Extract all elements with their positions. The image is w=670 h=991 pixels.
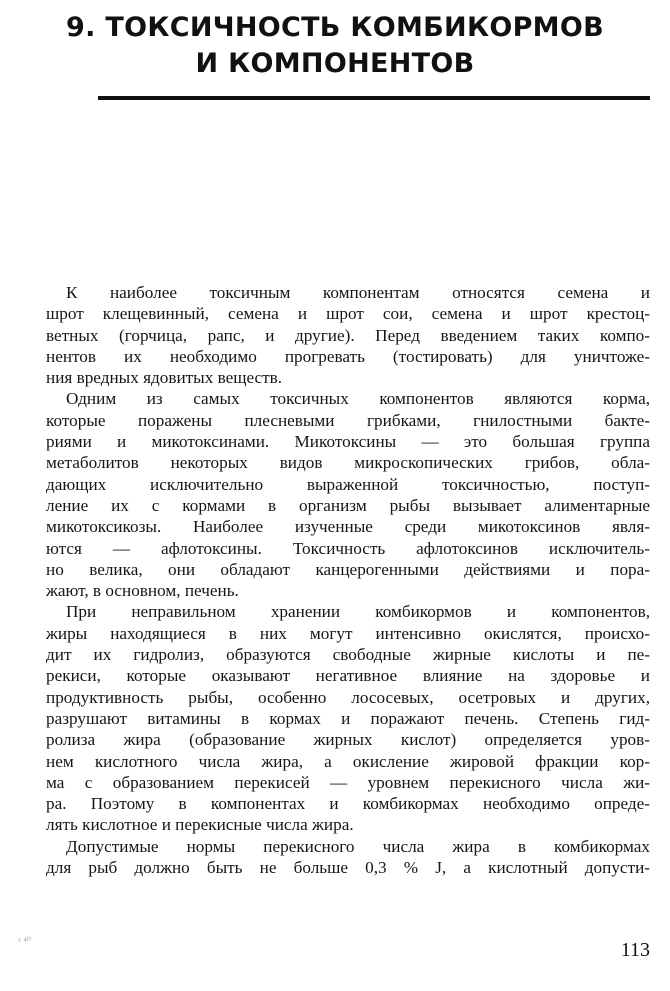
corner-mark: ˣ ⁴⁰ [18,936,31,947]
chapter-title-line-2: И КОМПОНЕНТОВ [195,48,475,79]
chapter-title-line-1: 9. ТОКСИЧНОСТЬ КОМБИКОРМОВ [66,12,604,43]
paragraph-2-line: риями и микотоксинами. Микотоксины — это большая группа [46,432,650,452]
paragraph-1-line: ния вредных ядовитых веществ. [46,368,283,388]
paragraph-3-line: дит их гидролиз, образуются свободные жирные кислоты и пе- [46,645,650,665]
paragraph-1-line: К наиболее токсичным компонентам относятся семена и [66,283,650,302]
body-text [46,282,650,878]
paragraph-3-line: ра. Поэтому в компонентах и комбикормах необходимо опреде- [46,794,650,814]
paragraph-3-line: ролиза жира (образование жирных кислот) определяется уров- [46,730,650,750]
paragraph-1-line: шрот клещевинный, семена и шрот сои, семена и шрот крестоц- [46,304,650,324]
paragraph-1-line: ветных (горчица, рапс, и другие). Перед введением таких компо- [46,325,650,345]
paragraph-3-line: продуктивность рыбы, особенно лососевых, осетровых и других, [46,687,650,707]
paragraph-1-line: нентов их необходимо прогревать (тостировать) для уничтоже- [46,346,650,366]
chapter-title [0,10,670,82]
paragraph-3-line: разрушают витамины в кормах и поражают печень. Степень гид- [46,708,650,728]
paragraph-3-line: лять кислотное и перекисные числа жира. [46,815,354,835]
paragraph-4-line: для рыб должно быть не больше 0,3 % J, а кислотный допусти- [46,858,650,878]
page-number: 113 [620,939,650,961]
paragraph-3-line: рекиси, которые оказывают негативное влияние на здоровье и [46,666,650,686]
paragraph-2-line: которые поражены плесневыми грибками, гнилостными бакте- [46,410,650,430]
paragraph-2-line: микотоксикозы. Наиболее изученные среди микотоксинов явля- [46,517,650,537]
paragraph-3-line: ма с образованием перекисей — уровнем перекисного числа жи- [46,772,650,792]
paragraph-2-line: жают, в основном, печень. [46,581,239,601]
paragraph-2-line: дающих исключительно выраженной токсичностью, поступ- [46,474,650,494]
paragraph-3-line: При неправильном хранении комбикормов и компонентов, [66,602,650,622]
paragraph-3-line: нем кислотного числа жира, а окисление жировой фракции кор- [46,751,650,771]
paragraph-4-line: Допустимые нормы перекисного числа жира в комбикормах [66,836,650,856]
paragraph-2-line: но велика, они обладают канцерогенными действиями и пора- [46,559,650,579]
paragraph-2-line: метаболитов некоторых видов микроскопических грибов, обла- [46,453,650,473]
paragraph-2-line: ление их с кормами в организм рыбы вызывает алиментарные [46,495,650,515]
paragraph-3-line: жиры находящиеся в них могут интенсивно окислятся, происхо- [46,623,650,643]
paragraph-2-line: ются — афлотоксины. Токсичность афлотоксинов исключитель- [46,538,650,558]
title-divider [98,96,650,100]
paragraph-2-line: Одним из самых токсичных компонентов являются корма, [66,389,650,409]
